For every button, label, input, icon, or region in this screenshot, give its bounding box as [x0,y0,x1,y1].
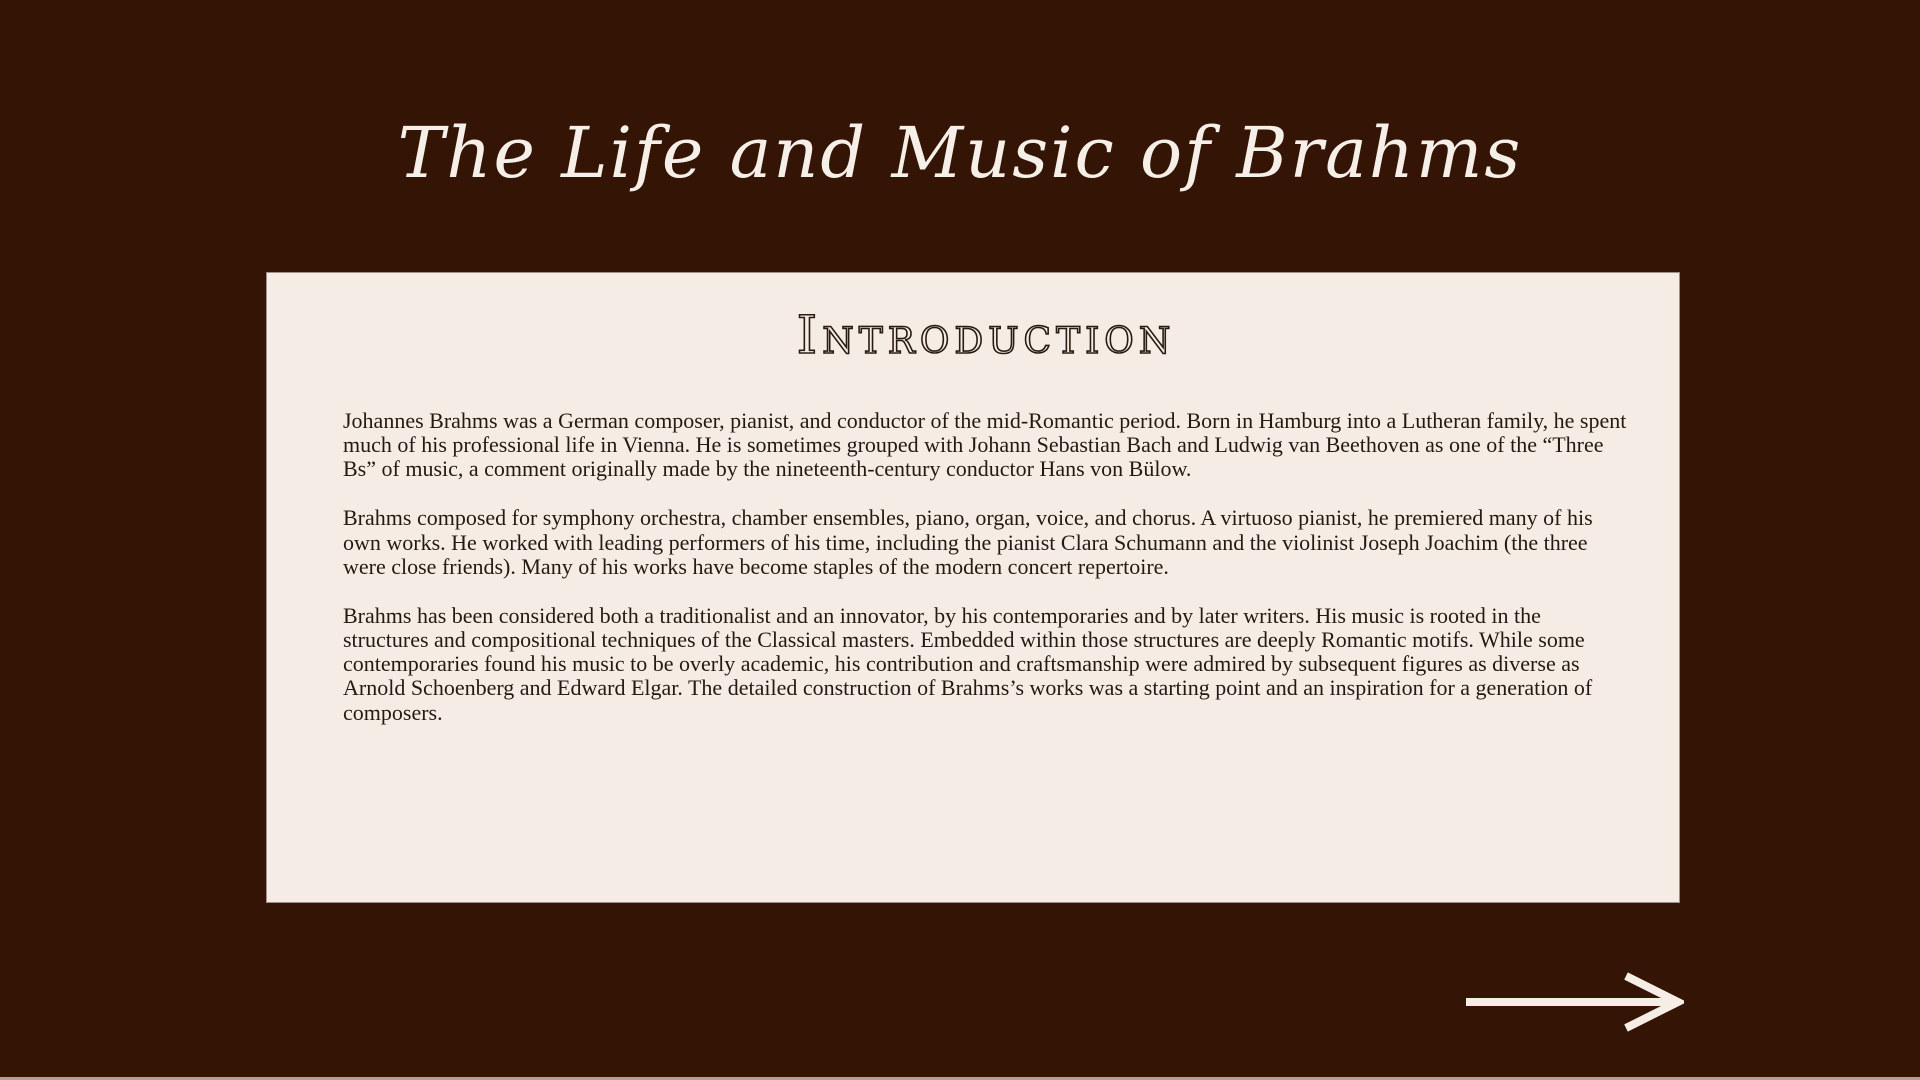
paragraph-2: Brahms composed for symphony orchestra, chamber ensembles, piano, organ, voice, and chorus. A virtuoso pianist, he premiered many of his own works. He worked with leading performers of his time, including the pianist Clara Schumann and the violinist Joseph Joachim (the three were close friends). Many of his works have become staples of the modern concert repertoire. [343,505,1593,579]
content-card [266,272,1680,903]
body-text [343,409,1629,725]
next-slide-button[interactable] [1464,970,1684,1032]
section-heading: Introduction [796,306,1176,366]
right-arrow-icon [1464,970,1684,1032]
slide-title: The Life and Music of Brahms [397,112,1523,194]
paragraph-1: Johannes Brahms was a German composer, pianist, and conductor of the mid-Romantic period. Born in Hamburg into a Lutheran family, he spent much of his professional life in Vienna. He is sometimes grouped with Johann Sebastian Bach and Ludwig van Beethoven as one of the “Three Bs” of music, a comment originally made by the nineteenth-century conductor Hans von Bülow. [343,407,1627,482]
paragraph-3: Brahms has been considered both a traditionalist and an innovator, by his contemporaries and by later writers. His music is rooted in the structures and compositional techniques of the Classical masters. Embedded within those structures are deeply Romantic motifs. While some contemporaries found his music to be overly academic, his contribution and craftsmanship were admired by subsequent figures as diverse as Arnold Schoenberg and Edward Elgar. The detailed construction of Brahms’s works was a starting point and an inspiration for a generation of composers. [343,602,1593,725]
